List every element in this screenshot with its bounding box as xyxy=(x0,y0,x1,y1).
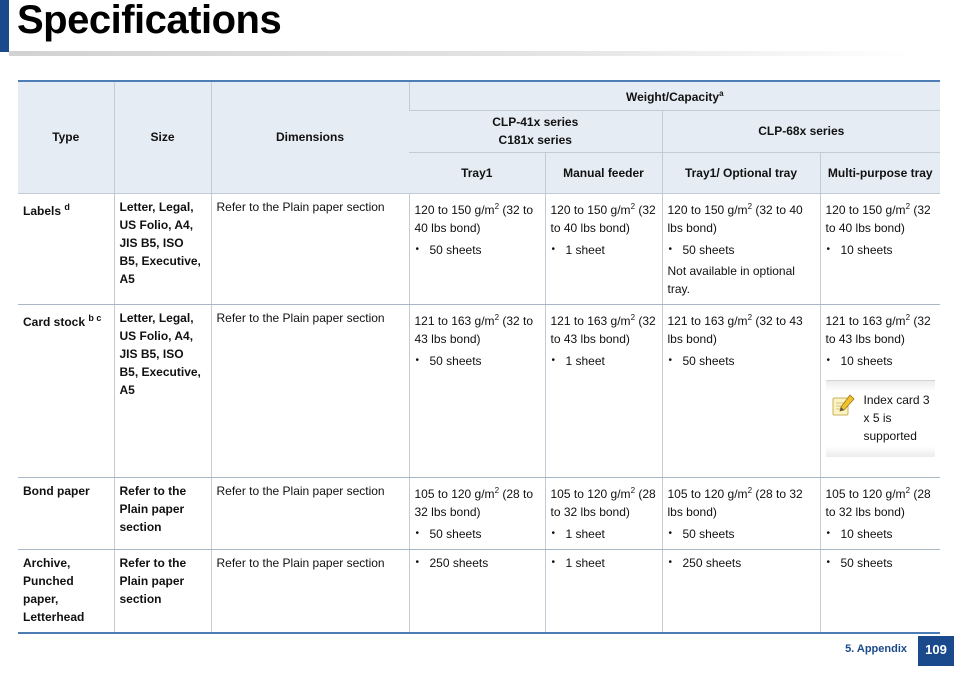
table-row xyxy=(18,549,940,633)
row-manual-feeder xyxy=(545,193,662,304)
row-manual-feeder xyxy=(545,549,662,633)
capacity-bullet: • 1 sheet xyxy=(551,554,657,572)
row-manual-feeder xyxy=(545,477,662,549)
row-tray1-optional xyxy=(662,304,820,477)
title-divider xyxy=(9,51,914,56)
capacity-bullet: • 250 sheets xyxy=(415,554,540,572)
weight-range: 120 to 150 $g/m^2$ (32 to 40 lbs bond) xyxy=(414,201,534,235)
row-dimensions: Refer to the Plain paper section xyxy=(211,304,409,477)
capacity-bullet: • 50 sheets xyxy=(415,352,540,370)
title-accent-bar xyxy=(0,0,9,52)
header-multipurpose: Multi-purpose tray xyxy=(820,152,940,193)
row-manual-feeder xyxy=(545,304,662,477)
weight-range: 121 to 163 $g/m^2$ (32 to 43 lbs bond) xyxy=(825,312,931,346)
note-text: Index card 3 x 5 is supported xyxy=(863,392,930,443)
footer-section-label: 5. Appendix xyxy=(845,643,907,655)
row-multipurpose xyxy=(820,477,940,549)
row-tray1-optional xyxy=(662,549,820,633)
weight-range: 120 to 150 $g/m^2$ (32 to 40 lbs bond) xyxy=(667,201,803,235)
header-clp41x xyxy=(409,110,662,152)
weight-range: 121 to 163 $g/m^2$ (32 to 43 lbs bond) xyxy=(550,312,656,346)
weight-range: 121 to 163 $g/m^2$ (32 to 43 lbs bond) xyxy=(667,312,803,346)
page-title: Specifications xyxy=(17,0,282,42)
row-tray1 xyxy=(409,549,545,633)
table-row xyxy=(18,304,940,477)
weight-range: 105 to 120 $g/m^2$ (28 to 32 lbs bond) xyxy=(825,485,931,519)
row-dimensions: Refer to the Plain paper section xyxy=(211,549,409,633)
capacity-bullet: • 50 sheets xyxy=(668,525,815,543)
header-weight-capacity-label: Weight/Capacity xyxy=(625,90,720,105)
row-tray1 xyxy=(409,304,545,477)
header-tray1-optional: Tray1/ Optional tray xyxy=(662,152,820,193)
header-clp41x-line1: CLP-41x series xyxy=(492,115,579,129)
table-row xyxy=(18,193,940,304)
row-size: Letter, Legal, US Folio, A4, JIS B5, ISO B5, Executive, A5 xyxy=(114,304,211,477)
header-clp41x-line2: C181x series xyxy=(498,133,572,147)
row-tray1 xyxy=(409,193,545,304)
capacity-bullet: • 50 sheets xyxy=(415,241,540,259)
header-size: Size xyxy=(114,81,211,193)
row-type xyxy=(18,304,114,477)
capacity-bullet: • 50 sheets xyxy=(668,241,815,259)
availability-note: Not available in optional tray. xyxy=(667,263,795,296)
capacity-bullet: • 10 sheets xyxy=(826,352,936,370)
row-multipurpose xyxy=(820,304,940,477)
capacity-bullet: • 50 sheets xyxy=(415,525,540,543)
specifications-table xyxy=(18,80,940,634)
table-row xyxy=(18,477,940,549)
header-weight-capacity xyxy=(409,81,940,110)
row-multipurpose xyxy=(820,549,940,633)
footnote-marker: b c xyxy=(88,312,102,323)
weight-range: 105 to 120 $g/m^2$ (28 to 32 lbs bond) xyxy=(414,485,534,519)
capacity-bullet: • 10 sheets xyxy=(826,241,936,259)
weight-range: 120 to 150 $g/m^2$ (32 to 40 lbs bond) xyxy=(550,201,656,235)
row-size: Refer to the Plain paper section xyxy=(114,549,211,633)
weight-range: 121 to 163 $g/m^2$ (32 to 43 lbs bond) xyxy=(414,312,534,346)
row-size: Refer to the Plain paper section xyxy=(114,477,211,549)
note-pencil-icon xyxy=(830,391,864,424)
header-dimensions: Dimensions xyxy=(211,81,409,193)
header-clp68x: CLP-68x series xyxy=(662,110,940,152)
row-size: Letter, Legal, US Folio, A4, JIS B5, ISO B5, Executive, A5 xyxy=(114,193,211,304)
row-dimensions: Refer to the Plain paper section xyxy=(211,193,409,304)
page-number-badge: 109 xyxy=(918,636,954,666)
capacity-bullet: • 1 sheet xyxy=(551,352,657,370)
row-type: Archive, Punched paper, Letterhead xyxy=(18,549,114,633)
row-tray1-optional xyxy=(662,477,820,549)
footnote-marker: d xyxy=(64,201,70,212)
capacity-bullet: • 1 sheet xyxy=(551,241,657,259)
capacity-bullet: • 50 sheets xyxy=(826,554,936,572)
header-type: Type xyxy=(18,81,114,193)
row-multipurpose xyxy=(820,193,940,304)
row-tray1-optional xyxy=(662,193,820,304)
note-box xyxy=(826,380,936,457)
header-tray1: Tray1 xyxy=(409,152,545,193)
capacity-bullet: • 1 sheet xyxy=(551,525,657,543)
header-manual-feeder: Manual feeder xyxy=(545,152,662,193)
type-label: Labels xyxy=(23,203,65,218)
row-tray1 xyxy=(409,477,545,549)
weight-range: 105 to 120 $g/m^2$ (28 to 32 lbs bond) xyxy=(550,485,656,519)
weight-range: 105 to 120 $g/m^2$ (28 to 32 lbs bond) xyxy=(667,485,803,519)
row-type: Bond paper xyxy=(18,477,114,549)
type-label: Card stock xyxy=(23,314,89,329)
capacity-bullet: • 250 sheets xyxy=(668,554,815,572)
capacity-bullet: • 10 sheets xyxy=(826,525,936,543)
weight-range: 120 to 150 $g/m^2$ (32 to 40 lbs bond) xyxy=(825,201,931,235)
row-type xyxy=(18,193,114,304)
row-dimensions: Refer to the Plain paper section xyxy=(211,477,409,549)
capacity-bullet: • 50 sheets xyxy=(668,352,815,370)
footnote-marker: a xyxy=(719,89,724,99)
